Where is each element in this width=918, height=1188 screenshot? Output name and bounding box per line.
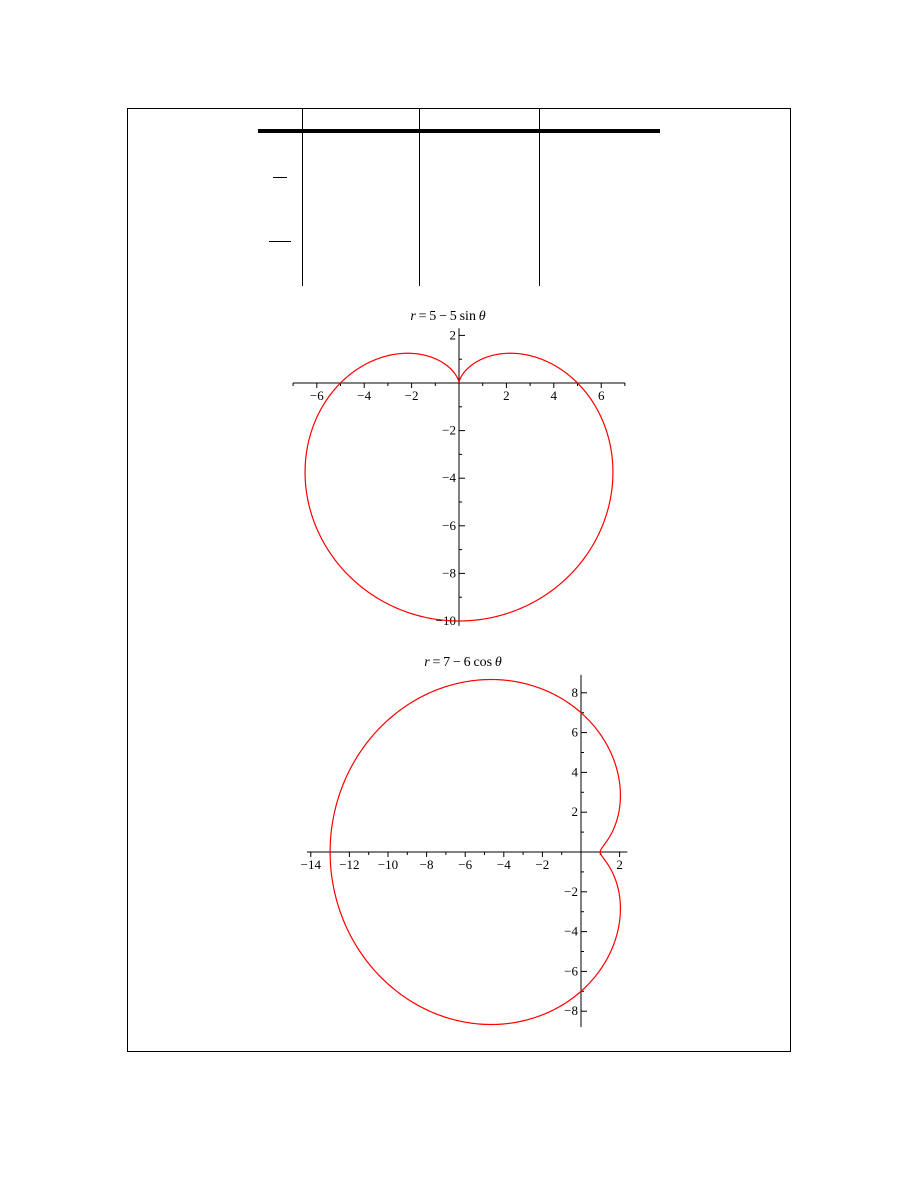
y-tick-label: −4 (442, 470, 456, 486)
y-tick-label: 2 (571, 804, 578, 820)
y-tick-label: −6 (564, 963, 578, 979)
y-tick-label: −4 (564, 923, 578, 939)
x-tick-label: 2 (503, 388, 510, 403)
chart-cardioid-sin (293, 309, 625, 628)
chart-limacon-cos (301, 655, 628, 1027)
x-tick-label: −2 (404, 388, 419, 403)
x-tick-label: 4 (550, 388, 558, 403)
y-tick-label: 8 (571, 684, 578, 700)
x-tick-label: −10 (377, 857, 399, 872)
x-tick-label: −6 (458, 857, 473, 872)
y-tick-label: −2 (442, 422, 456, 438)
y-tick-label: 6 (571, 724, 578, 740)
chart-title: r = 5 − 5 sin θ (410, 309, 486, 324)
y-tick-label: −10 (435, 613, 456, 628)
y-tick-label: −2 (564, 883, 578, 899)
chart-title: r = 7 − 6 cos θ (424, 655, 502, 670)
y-tick-label: −8 (442, 565, 456, 581)
x-tick-label: −2 (535, 857, 550, 872)
y-tick-label: 2 (449, 327, 456, 343)
x-tick-label: −4 (496, 857, 511, 872)
x-tick-label: −6 (309, 388, 324, 403)
x-tick-label: −8 (419, 857, 434, 872)
y-tick-label: −6 (442, 517, 456, 533)
y-tick-label: −8 (564, 1003, 578, 1019)
x-tick-label: −4 (357, 388, 372, 403)
x-tick-label: 6 (597, 388, 605, 403)
x-tick-label: −14 (300, 857, 321, 872)
x-tick-label: 2 (616, 857, 623, 872)
y-tick-label: 4 (571, 764, 578, 780)
x-tick-label: −12 (339, 857, 360, 872)
